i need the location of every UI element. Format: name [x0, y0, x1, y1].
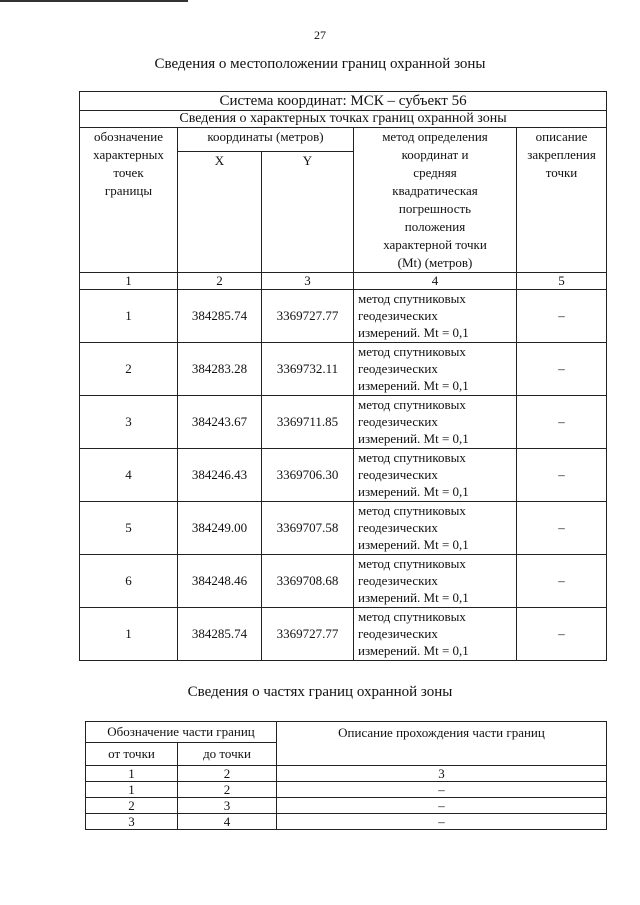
column-number: 3 [262, 273, 354, 290]
point-id: 1 [80, 608, 178, 661]
method-line: метод спутниковых [358, 609, 466, 624]
from-point: 2 [86, 798, 178, 814]
method-line: измерений. Mt = 0,1 [358, 431, 469, 446]
table-row [80, 502, 607, 555]
column-number: 1 [80, 273, 178, 290]
y-coordinate: 3369707.58 [262, 502, 354, 555]
method-line: метод спутниковых [358, 450, 466, 465]
x-coordinate: 384243.67 [178, 396, 262, 449]
part-description: – [277, 814, 607, 830]
table-row [86, 766, 607, 782]
method-cell [354, 343, 517, 396]
heading-parts: Сведения о частях границ охранной зоны [187, 684, 453, 700]
coordinates-table [79, 91, 607, 661]
point-id: 1 [80, 290, 178, 343]
table-row [80, 396, 607, 449]
method-line: метод спутниковых [358, 344, 466, 359]
part-description: – [277, 798, 607, 814]
method-cell [354, 396, 517, 449]
scan-artifact-line [0, 0, 188, 2]
method-line: измерений. Mt = 0,1 [358, 378, 469, 393]
point-id: 5 [80, 502, 178, 555]
method-line: геодезических [358, 626, 438, 641]
method-line: геодезических [358, 467, 438, 482]
point-description: – [517, 502, 607, 555]
method-line: метод спутниковых [358, 397, 466, 412]
table-row [80, 343, 607, 396]
from-point: 3 [86, 814, 178, 830]
coordinates-subtitle: Сведения о характерных точках границ охранной зоны [80, 111, 607, 128]
method-line: измерений. Mt = 0,1 [358, 484, 469, 499]
to-point: 4 [178, 814, 277, 830]
method-cell [354, 290, 517, 343]
from-point: 1 [86, 766, 178, 782]
point-description: – [517, 555, 607, 608]
method-line: метод спутниковых [358, 291, 466, 306]
method-line: геодезических [358, 573, 438, 588]
y-coordinate: 3369732.11 [262, 343, 354, 396]
method-cell [354, 555, 517, 608]
point-id: 3 [80, 396, 178, 449]
method-line: метод спутниковых [358, 556, 466, 571]
part-description: 3 [277, 766, 607, 782]
method-line: геодезических [358, 361, 438, 376]
to-point: 2 [178, 782, 277, 798]
method-line: измерений. Mt = 0,1 [358, 537, 469, 552]
header-method: метод определения координат и средняя квадратическая погрешность положения характерной точки (Mt) (метров) [354, 128, 517, 273]
table-row [80, 555, 607, 608]
table-row [86, 798, 607, 814]
point-id: 6 [80, 555, 178, 608]
method-line: измерений. Mt = 0,1 [358, 643, 469, 658]
header-coordinates: координаты (метров) [178, 128, 354, 152]
table-row [80, 449, 607, 502]
y-coordinate: 3369711.85 [262, 396, 354, 449]
table-row [80, 290, 607, 343]
coordinate-system: Система координат: МСК – субъект 56 [80, 92, 607, 111]
method-line: геодезических [358, 520, 438, 535]
point-description: – [517, 608, 607, 661]
point-description: – [517, 449, 607, 502]
to-point: 3 [178, 798, 277, 814]
method-line: метод спутниковых [358, 503, 466, 518]
header-designation: обозначение характерных точек границы [80, 128, 178, 273]
header-description: описание закрепления точки [517, 128, 607, 273]
y-coordinate: 3369727.77 [262, 608, 354, 661]
y-coordinate: 3369708.68 [262, 555, 354, 608]
method-line: геодезических [358, 414, 438, 429]
header-to-point: до точки [178, 743, 277, 766]
column-number: 2 [178, 273, 262, 290]
table-row [86, 782, 607, 798]
table-row [86, 814, 607, 830]
x-coordinate: 384249.00 [178, 502, 262, 555]
y-coordinate: 3369727.77 [262, 290, 354, 343]
point-id: 2 [80, 343, 178, 396]
to-point: 2 [178, 766, 277, 782]
method-cell [354, 449, 517, 502]
header-part-description: Описание прохождения части границ [277, 722, 607, 766]
boundary-parts-table [85, 721, 607, 830]
table-row [80, 608, 607, 661]
column-number: 4 [354, 273, 517, 290]
method-cell [354, 502, 517, 555]
point-description: – [517, 290, 607, 343]
header-y: Y [262, 152, 354, 273]
point-id: 4 [80, 449, 178, 502]
page-number: 27 [314, 28, 326, 42]
x-coordinate: 384248.46 [178, 555, 262, 608]
point-description: – [517, 396, 607, 449]
from-point: 1 [86, 782, 178, 798]
x-coordinate: 384246.43 [178, 449, 262, 502]
x-coordinate: 384285.74 [178, 290, 262, 343]
column-number: 5 [517, 273, 607, 290]
method-cell [354, 608, 517, 661]
heading-location: Сведения о местоположении границ охранной зоны [154, 56, 486, 72]
method-line: измерений. Mt = 0,1 [358, 590, 469, 605]
part-description: – [277, 782, 607, 798]
method-line: измерений. Mt = 0,1 [358, 325, 469, 340]
header-part-designation: Обозначение части границ [86, 722, 277, 743]
header-from-point: от точки [86, 743, 178, 766]
y-coordinate: 3369706.30 [262, 449, 354, 502]
point-description: – [517, 343, 607, 396]
header-x: X [178, 152, 262, 273]
method-line: геодезических [358, 308, 438, 323]
x-coordinate: 384285.74 [178, 608, 262, 661]
x-coordinate: 384283.28 [178, 343, 262, 396]
